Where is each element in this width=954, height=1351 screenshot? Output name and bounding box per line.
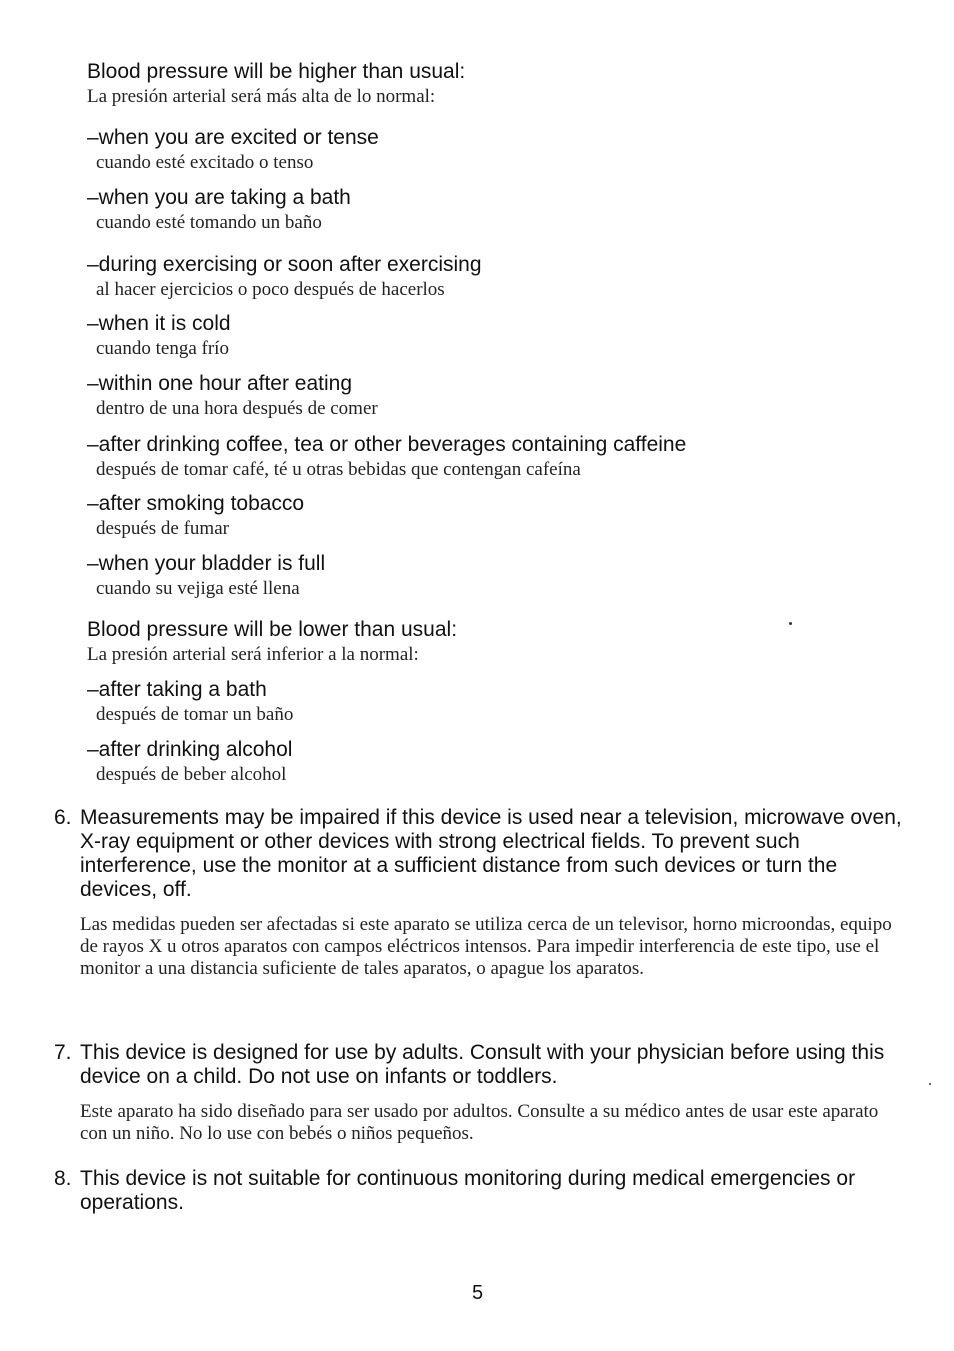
list-item-es: después de fumar <box>96 518 229 539</box>
list-item-es: cuando su vejiga esté llena <box>96 578 300 599</box>
list-item-es: después de tomar un baño <box>96 704 294 725</box>
list-item-en: –when you are taking a bath <box>87 186 351 209</box>
list-item-es: dentro de una hora después de comer <box>96 398 378 419</box>
list-item-en: –within one hour after eating <box>87 372 353 395</box>
numbered-item-en: This device is designed for use by adults. Consult with your physician before using this device on a child. Do not use on infants or toddlers. <box>80 1041 885 1088</box>
list-item <box>87 492 304 540</box>
lower-heading-en: Blood pressure will be lower than usual: <box>87 618 458 641</box>
item-number: 6. <box>54 806 72 829</box>
numbered-item-en: This device is not suitable for continuous monitoring during medical emergencies or operations. <box>80 1167 856 1214</box>
list-item <box>87 678 293 726</box>
list-item-en: –when it is cold <box>87 312 231 335</box>
list-item <box>87 253 482 301</box>
list-item <box>87 552 325 600</box>
higher-heading <box>87 60 465 108</box>
list-item <box>87 312 231 360</box>
list-item-es: cuando esté tomando un baño <box>96 212 322 233</box>
list-item-es: después de tomar café, té u otras bebidas que contengan cafeína <box>96 459 581 480</box>
numbered-item-en: Measurements may be impaired if this device is used near a television, microwave oven, X-ray equipment or other devices with strong electrical fields. To prevent such interference, use the monitor at a sufficient distance from such devices or turn the devices, off. <box>80 806 902 901</box>
list-item-es: cuando tenga frío <box>96 338 229 359</box>
scan-speck <box>929 1083 931 1085</box>
scan-speck <box>789 622 792 625</box>
list-item-en: –after smoking tobacco <box>87 492 305 515</box>
list-item-es: al hacer ejercicios o poco después de hacerlos <box>96 279 445 300</box>
list-item <box>87 433 686 481</box>
list-item <box>87 126 379 174</box>
higher-heading-en: Blood pressure will be higher than usual: <box>87 60 466 83</box>
lower-heading <box>87 618 457 666</box>
item-number: 7. <box>54 1041 72 1064</box>
list-item <box>87 372 378 420</box>
list-item-es: cuando esté excitado o tenso <box>96 152 314 173</box>
list-item-en: –after drinking alcohol <box>87 738 293 761</box>
list-item <box>87 738 292 786</box>
list-item-en: –after drinking coffee, tea or other beverages containing caffeine <box>87 433 687 456</box>
list-item-en: –during exercising or soon after exercising <box>87 253 482 276</box>
numbered-item-es: Este aparato ha sido diseñado para ser usado por adultos. Consulte a su médico antes de usar este aparato con un niño. No lo use con bebés o niños pequeños. <box>80 1101 879 1144</box>
list-item-es: después de beber alcohol <box>96 764 287 785</box>
numbered-item-es: Las medidas pueden ser afectadas si este aparato se utiliza cerca de un televisor, horno microondas, equipo de rayos X u otros aparatos con campos eléctricos intensos. Para impedir interferencia de este tipo, use el monitor a una distancia suficiente de tales aparatos, o apague los aparatos. <box>80 914 892 979</box>
list-item-en: –after taking a bath <box>87 678 267 701</box>
list-item-en: –when your bladder is full <box>87 552 326 575</box>
higher-heading-es: La presión arterial será más alta de lo normal: <box>87 86 436 107</box>
list-item <box>87 186 351 234</box>
list-item-en: –when you are excited or tense <box>87 126 379 149</box>
item-number: 8. <box>54 1167 72 1190</box>
page-number: 5 <box>472 1282 484 1304</box>
lower-heading-es: La presión arterial será inferior a la normal: <box>87 644 419 665</box>
